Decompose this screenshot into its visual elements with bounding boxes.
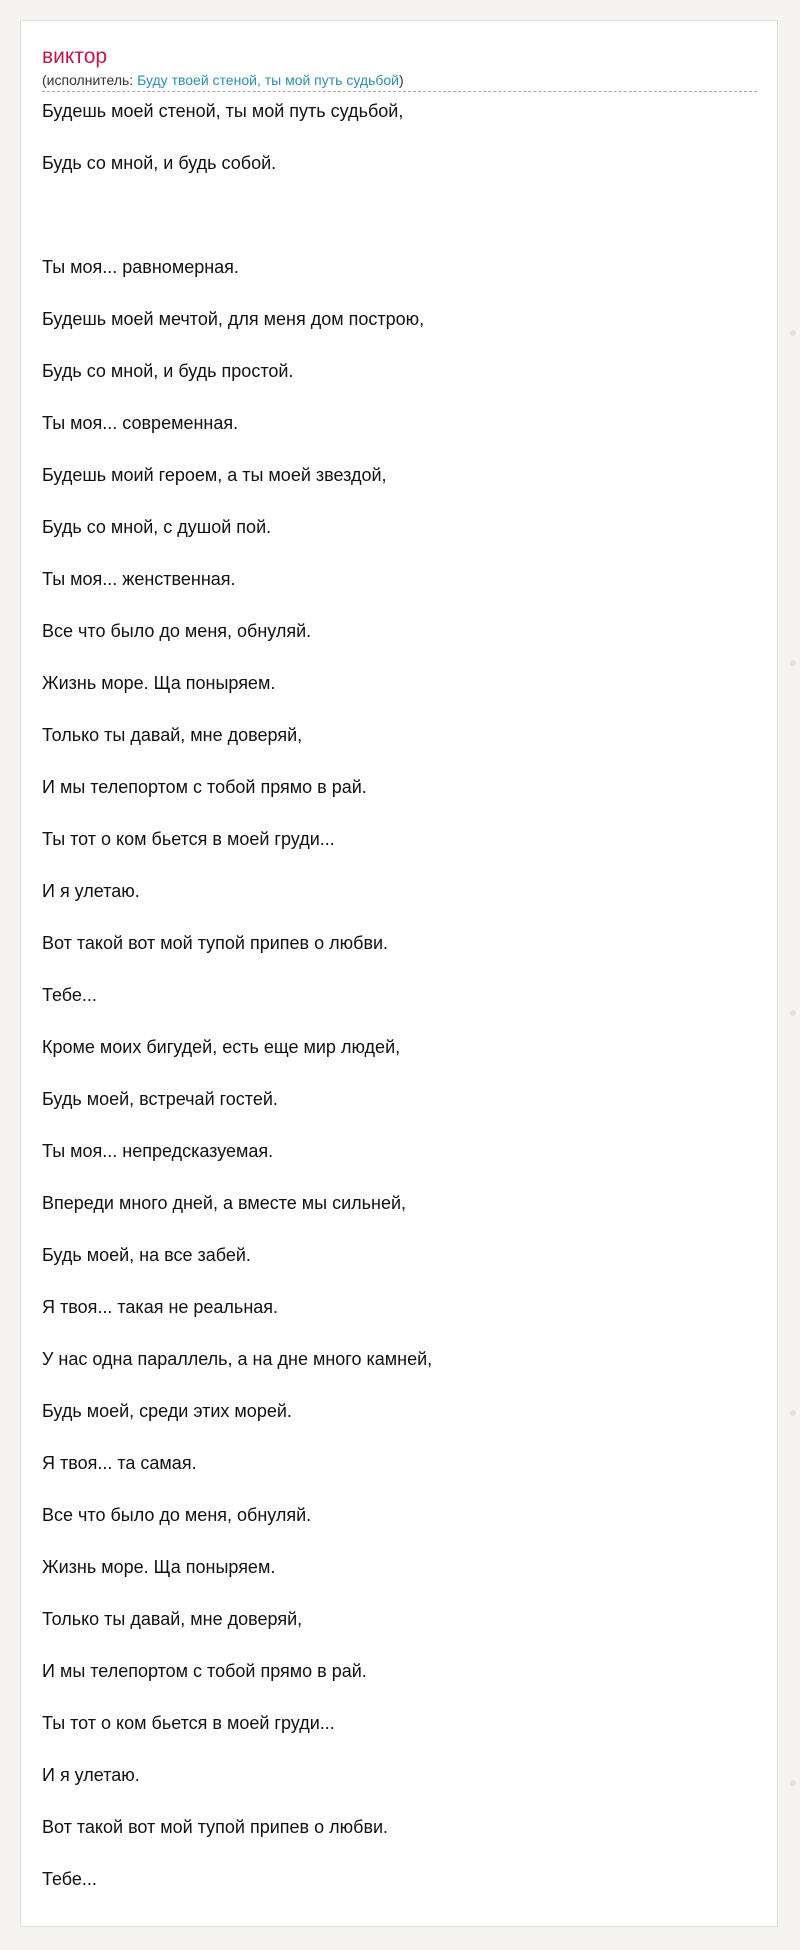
lyric-line: Я твоя... та самая. bbox=[42, 1453, 197, 1473]
lyric-line: И мы телепортом с тобой прямо в рай. bbox=[42, 777, 367, 797]
lyric-line: Вот такой вот мой тупой припев о любви. bbox=[42, 1817, 389, 1837]
decorative-dot bbox=[790, 1010, 796, 1016]
decorative-dot bbox=[790, 1780, 796, 1786]
lyric-line: Ты моя... женственная. bbox=[42, 569, 236, 589]
lyric-line: Ты моя... равномерная. bbox=[42, 257, 239, 277]
performer-link[interactable]: Буду твоей стеной, ты мой путь судьбой bbox=[137, 72, 399, 88]
lyric-line: Ты моя... современная. bbox=[42, 413, 239, 433]
lyric-line: Ты тот о ком бьется в моей груди... bbox=[42, 829, 335, 849]
performer-line bbox=[42, 71, 757, 89]
lyric-line: И я улетаю. bbox=[42, 881, 140, 901]
lyrics-card bbox=[20, 20, 778, 1927]
lyric-line: Кроме моих бигудей, есть еще мир людей, bbox=[42, 1037, 401, 1057]
blank-line bbox=[42, 204, 777, 226]
decorative-dot bbox=[790, 1410, 796, 1416]
lyric-line: Я твоя... такая не реальная. bbox=[42, 1297, 279, 1317]
performer-prefix: (исполнитель: bbox=[42, 72, 138, 88]
lyric-line: Тебе... bbox=[42, 985, 97, 1005]
lyric-line: Жизнь море. Ща поныряем. bbox=[42, 1557, 276, 1577]
performer-suffix: ) bbox=[399, 72, 404, 88]
lyric-line: Ты тот о ком бьется в моей груди... bbox=[42, 1713, 335, 1733]
lyric-line: Будь моей, среди этих морей. bbox=[42, 1401, 292, 1421]
lyric-line: Будешь моий героем, а ты моей звездой, bbox=[42, 465, 387, 485]
lyric-line: Жизнь море. Ща поныряем. bbox=[42, 673, 276, 693]
lyric-line: Будь со мной, и будь простой. bbox=[42, 361, 294, 381]
decorative-dot bbox=[790, 330, 796, 336]
song-header bbox=[42, 43, 757, 92]
lyric-line: У нас одна параллель, а на дне много камней, bbox=[42, 1349, 433, 1369]
song-title: виктор bbox=[42, 45, 108, 68]
lyric-line: Все что было до меня, обнуляй. bbox=[42, 621, 312, 641]
lyric-line: Будь моей, на все забей. bbox=[42, 1245, 251, 1265]
lyric-line: И мы телепортом с тобой прямо в рай. bbox=[42, 1661, 367, 1681]
lyric-line: Будь со мной, с душой пой. bbox=[42, 517, 272, 537]
lyric-line: Вот такой вот мой тупой припев о любви. bbox=[42, 933, 389, 953]
lyric-line: Будешь моей стеной, ты мой путь судьбой, bbox=[42, 101, 404, 121]
lyric-line: Будь со мной, и будь собой. bbox=[42, 153, 277, 173]
lyric-line: Впереди много дней, а вместе мы сильней, bbox=[42, 1193, 407, 1213]
decorative-dot bbox=[790, 660, 796, 666]
lyric-line: Будь моей, встречай гостей. bbox=[42, 1089, 278, 1109]
lyric-line: И я улетаю. bbox=[42, 1765, 140, 1785]
lyrics-body bbox=[42, 100, 777, 1890]
lyric-line: Тебе... bbox=[42, 1869, 97, 1889]
lyric-line: Ты моя... непредсказуемая. bbox=[42, 1141, 274, 1161]
lyric-line: Будешь моей мечтой, для меня дом построю, bbox=[42, 309, 425, 329]
lyric-line: Только ты давай, мне доверяй, bbox=[42, 725, 303, 745]
lyric-line: Все что было до меня, обнуляй. bbox=[42, 1505, 312, 1525]
lyric-line: Только ты давай, мне доверяй, bbox=[42, 1609, 303, 1629]
